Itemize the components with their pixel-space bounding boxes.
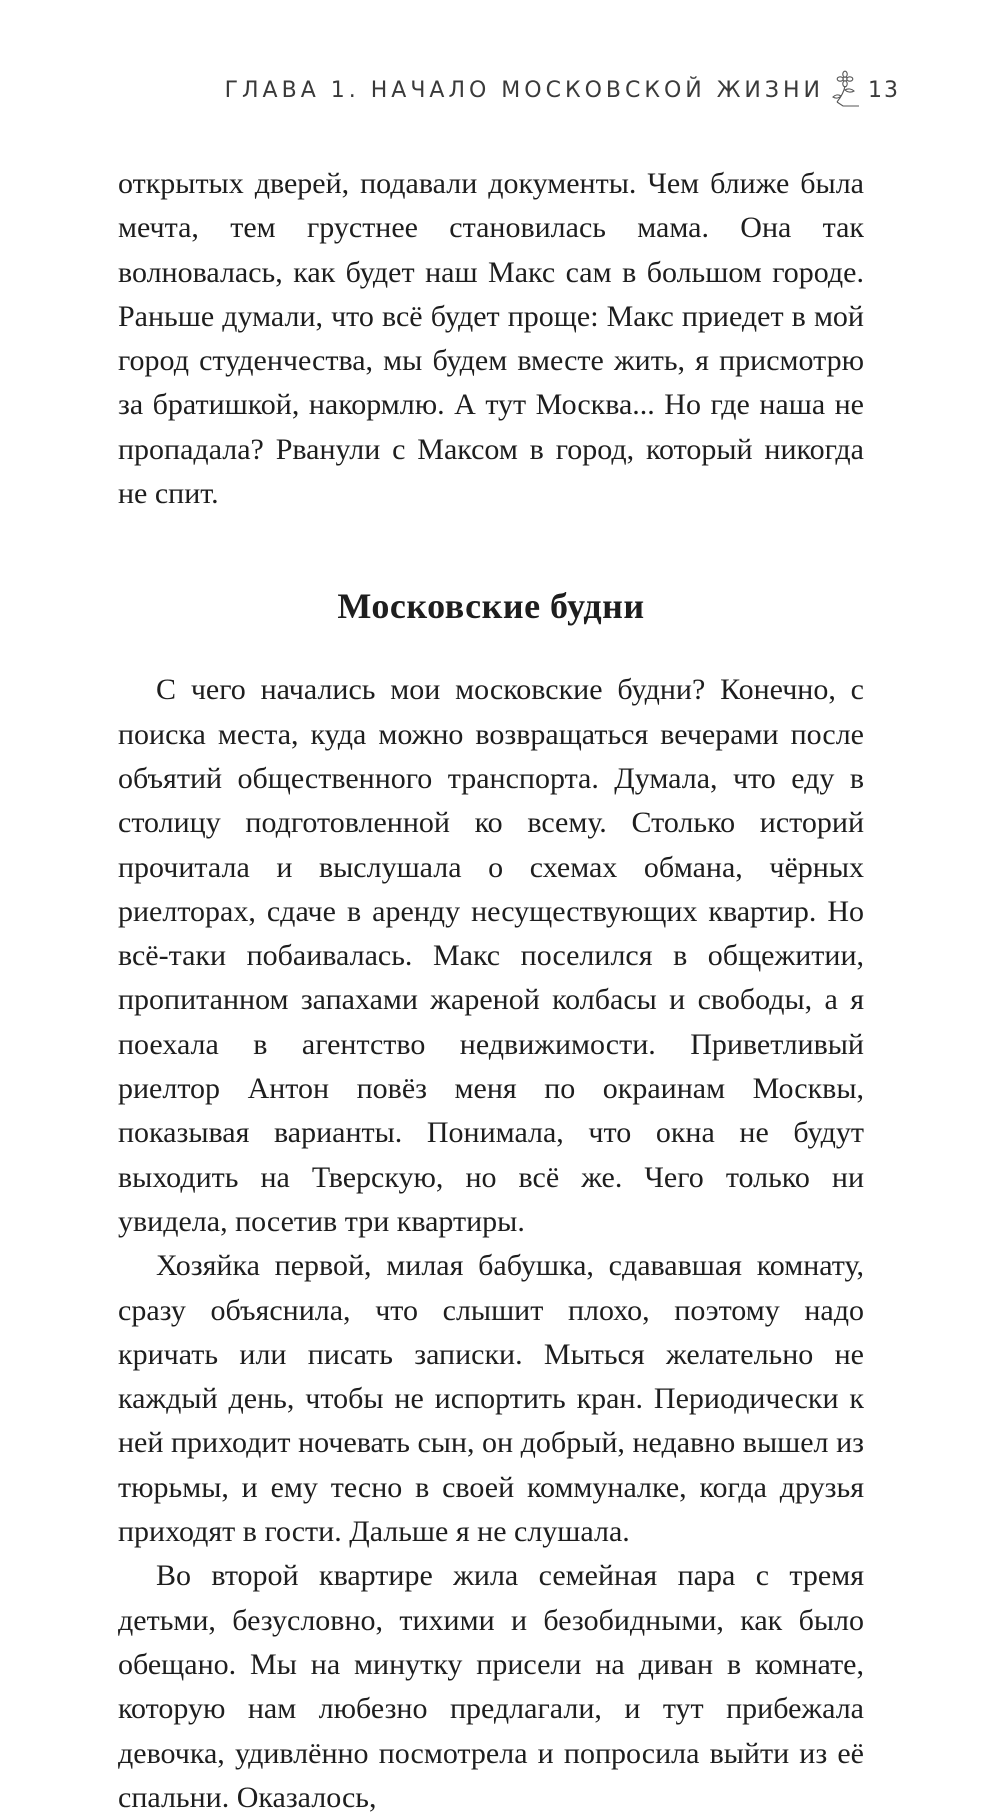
page-number: 13 (868, 77, 900, 103)
opening-paragraph: открытых дверей, подавали документы. Чем ближе была мечта, тем грустнее становилась мама. Она так волновалась, как будет наш Макс сам в большом городе. Раньше думали, что всё будет проще: Макс приедет в мой город студенчества, мы будем вместе жить, я присмотрю за братишкой, накормлю. А тут Москва... Но где наша не пропадала? Рванули с Максом в город, который никогда не спит. (118, 167, 864, 511)
body-paragraph: С чего начались мои московские будни? Конечно, с поиска места, куда можно возвращаться вечерами после объятий общественного транспорта. Думала, что еду в столицу подготовленной ко всему. Столько историй прочитала и выслушала о схемах обмана, чёрных риелторах, сдаче в аренду несуществующих квартир. Но всё-таки побаивалась. Макс поселился в общежитии, пропитанном запахами жареной колбасы и свободы, а я поехала в агентство недвижимости. Приветливый риелтор Антон повёз меня по окраинам Москвы, показывая варианты. Понимала, что окна не будут выходить на Тверскую, но всё же. Чего только ни увидела, посетив три квартиры. (118, 673, 864, 1238)
page-body (118, 162, 864, 1820)
chapter-title: ГЛАВА 1. НАЧАЛО МОСКОВСКОЙ ЖИЗНИ (224, 77, 824, 103)
flower-sprig-icon (828, 70, 862, 110)
body-paragraph: Во второй квартире жила семейная пара с тремя детьми, безусловно, тихими и безобидными, как было обещано. Мы на минутку присели на диван в комнате, которую нам любезно предлагали, и тут прибежала девочка, удивлённо посмотрела и попросила выйти из её спальни. Оказалось, (118, 1559, 864, 1814)
body-paragraph: Хозяйка первой, милая бабушка, сдававшая комнату, сразу объяснила, что слышит плохо, поэтому надо кричать или писать записки. Мыться желательно не каждый день, чтобы не испортить кран. Периодически к ней приходит ночевать сын, он добрый, недавно вышел из тюрьмы, и ему тесно в своей коммуналке, когда друзья приходят в гости. Дальше я не слушала. (118, 1249, 864, 1549)
section-title: Московские будни (337, 586, 645, 627)
running-header (225, 70, 900, 110)
